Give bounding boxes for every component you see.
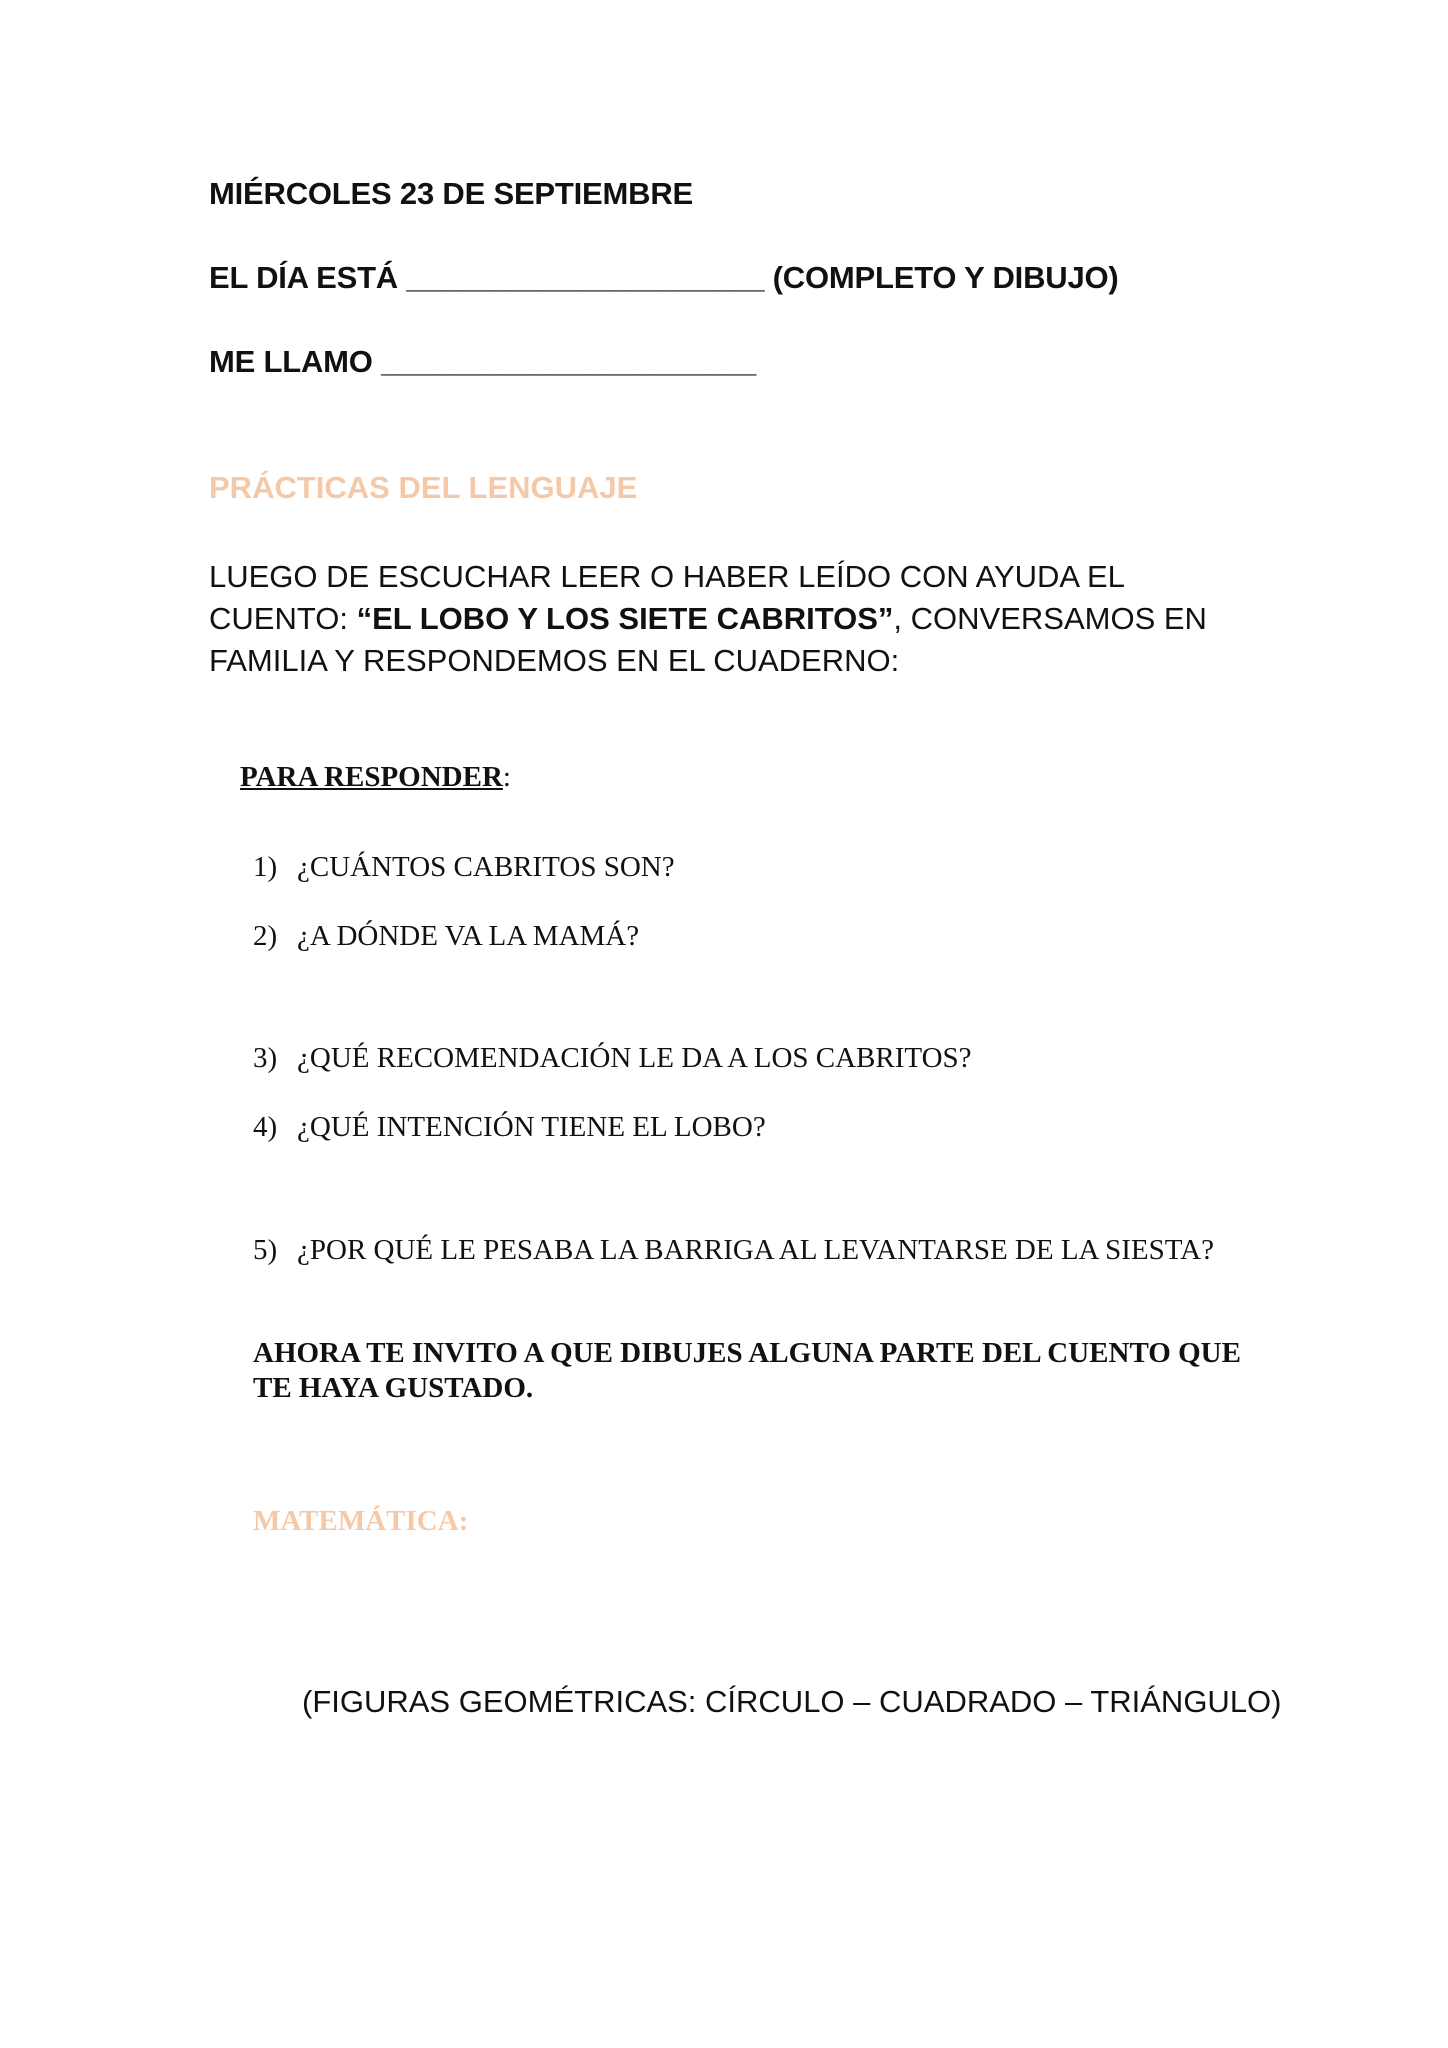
question-3 xyxy=(253,1042,972,1075)
question-1 xyxy=(253,851,675,884)
geometric-figures-line: (FIGURAS GEOMÉTRICAS: CÍRCULO – CUADRADO – TRIÁNGULO) xyxy=(302,1684,1282,1719)
question-text: ¿QUÉ INTENCIÓN TIENE EL LOBO? xyxy=(297,1111,766,1143)
respond-heading-colon: : xyxy=(502,761,511,793)
intro-text-1: LUEGO DE ESCUCHAR LEER O HABER LEÍDO CON AYUDA EL CUENTO: xyxy=(209,559,1124,636)
question-text: ¿QUÉ RECOMENDACIÓN LE DA A LOS CABRITOS? xyxy=(297,1042,972,1074)
question-text: ¿A DÓNDE VA LA MAMÁ? xyxy=(297,920,640,952)
respond-heading xyxy=(240,761,511,794)
question-text: ¿CUÁNTOS CABRITOS SON? xyxy=(297,851,675,883)
question-number: 2) xyxy=(253,920,278,952)
question-number: 5) xyxy=(253,1234,278,1266)
intro-paragraph xyxy=(209,556,1249,682)
question-2 xyxy=(253,920,639,953)
question-text: ¿POR QUÉ LE PESABA LA BARRIGA AL LEVANTARSE DE LA SIESTA? xyxy=(297,1234,1214,1266)
question-number: 4) xyxy=(253,1111,278,1143)
question-5 xyxy=(253,1234,1214,1267)
respond-heading-label: PARA RESPONDER xyxy=(240,761,503,793)
section-title-matematica: MATEMÁTICA: xyxy=(253,1505,469,1537)
name-line: ME LLAMO ______________________ xyxy=(209,344,757,379)
drawing-invitation: AHORA TE INVITO A QUE DIBUJES ALGUNA PARTE DEL CUENTO QUE TE HAYA GUSTADO. xyxy=(253,1337,1241,1404)
question-number: 1) xyxy=(253,851,278,883)
question-4 xyxy=(253,1111,766,1144)
story-title: “EL LOBO Y LOS SIETE CABRITOS” xyxy=(356,601,894,636)
weather-line: EL DÍA ESTÁ _____________________ (COMPLETO Y DIBUJO) xyxy=(209,260,1119,295)
section-title-lenguaje: PRÁCTICAS DEL LENGUAJE xyxy=(209,470,638,505)
question-number: 3) xyxy=(253,1042,278,1074)
intro-text-2: , CONVERSAMOS EN FAMILIA Y RESPONDEMOS EN EL CUADERNO: xyxy=(209,601,1207,678)
date-heading: MIÉRCOLES 23 DE SEPTIEMBRE xyxy=(209,176,694,211)
